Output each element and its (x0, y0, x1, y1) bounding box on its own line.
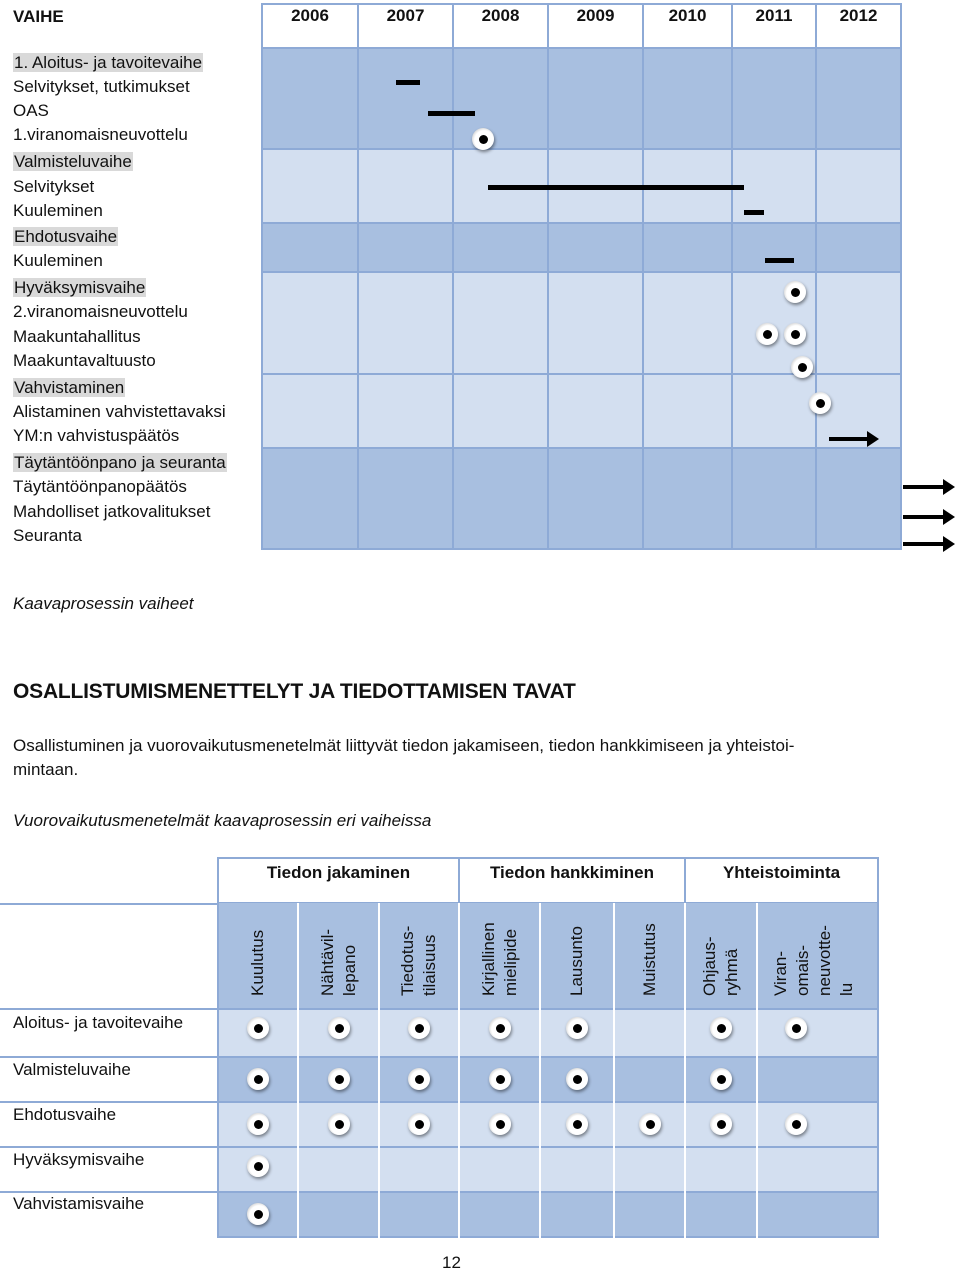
phase-row-label: Ehdotusvaihe (13, 1105, 117, 1124)
method-column-header: Lausunto (567, 926, 586, 996)
paragraph-line-1: Osallistuminen ja vuorovaikutusmenetelmät liittyvät tiedon jakamiseen, tiedon hankkimiseen ja yhteistoi- (13, 736, 795, 755)
method-column-header: omais- (793, 944, 812, 996)
section-heading: OSALLISTUMISMENETTELYT JA TIEDOTTAMISEN TAVAT (13, 680, 576, 703)
method-usage-dot (247, 1155, 269, 1177)
method-column-header: Viran- (771, 950, 790, 996)
phase-row-label: Aloitus- ja tavoitevaihe (13, 1013, 184, 1032)
year-2012: 2012 (839, 6, 878, 25)
task-label: OAS (13, 101, 49, 120)
phase-label: Vahvistaminen (14, 378, 125, 397)
milestone-dot (784, 281, 806, 303)
method-column-header: mielipide (500, 928, 520, 996)
year-2007: 2007 (386, 6, 425, 25)
arrow-right-icon (829, 437, 869, 441)
year-2011: 2011 (755, 6, 793, 25)
methods-table-caption: Vuorovaikutusmenetelmät kaavaprosessin eri vaiheissa (13, 811, 432, 830)
method-column-header: Nähtävil- (317, 928, 337, 996)
method-column-header: lu (837, 982, 856, 996)
phase-label: Valmisteluvaihe (14, 152, 132, 171)
method-usage-dot (408, 1017, 430, 1039)
phase-row-label: Valmisteluvaihe (13, 1060, 131, 1079)
task-label: Maakuntahallitus (13, 327, 141, 346)
milestone-dot (784, 323, 806, 345)
method-usage-dot (710, 1113, 732, 1135)
method-usage-dot (247, 1017, 269, 1039)
method-usage-dot (566, 1017, 588, 1039)
phase-label: Täytäntöönpano ja seuranta (14, 453, 226, 472)
phase-row-label: Vahvistamisvaihe (13, 1194, 145, 1213)
arrow-right-icon (903, 485, 945, 489)
method-usage-dot (566, 1068, 588, 1090)
method-column-header: Kuulutus (248, 929, 267, 996)
group-yhteistoiminta: Yhteistoiminta (722, 863, 841, 882)
method-usage-dot (489, 1068, 511, 1090)
phase-row-label: Hyväksymisvaihe (13, 1150, 145, 1169)
phase-label: Hyväksymisvaihe (14, 278, 146, 297)
method-usage-dot (408, 1068, 430, 1090)
method-usage-dot (639, 1113, 661, 1135)
phase-label: 1. Aloitus- ja tavoitevaihe (14, 53, 203, 72)
year-2006: 2006 (291, 6, 329, 25)
method-usage-dot (710, 1017, 732, 1039)
year-2009: 2009 (576, 6, 615, 25)
timeline-bar-kuuleminen (744, 210, 764, 215)
method-column-header: neuvotte- (815, 925, 834, 996)
task-label: Täytäntöönpanopäätös (13, 477, 187, 496)
method-column-header: Muistutus (639, 923, 659, 996)
method-usage-dot (328, 1113, 350, 1135)
method-usage-dot (710, 1068, 732, 1090)
milestone-dot (809, 392, 831, 414)
milestone-dot (472, 128, 494, 150)
arrow-right-icon (903, 542, 945, 546)
method-usage-dot (489, 1113, 511, 1135)
method-usage-dot (328, 1017, 350, 1039)
task-label: Mahdolliset jatkovalitukset (13, 502, 211, 521)
method-usage-dot (408, 1113, 430, 1135)
method-usage-dot (785, 1113, 807, 1135)
group-tiedon-hankkiminen: Tiedon hankkiminen (489, 863, 655, 882)
method-usage-dot (328, 1068, 350, 1090)
method-usage-dot (247, 1203, 269, 1225)
task-label: 1.viranomaisneuvottelu (13, 125, 188, 144)
task-label: Kuuleminen (13, 251, 103, 270)
method-usage-dot (247, 1068, 269, 1090)
method-usage-dot (489, 1017, 511, 1039)
method-column-header: Tiedotus- (398, 925, 417, 996)
task-label: Seuranta (13, 526, 82, 545)
task-label: Maakuntavaltuusto (13, 351, 156, 370)
method-column-header: Ohjaus- (700, 936, 719, 996)
arrow-right-icon (903, 515, 945, 519)
timeline-bar-oas (428, 111, 475, 116)
task-label: Selvitykset (13, 177, 95, 196)
method-usage-dot (785, 1017, 807, 1039)
page-number: 12 (442, 1253, 461, 1272)
task-label: Alistaminen vahvistettavaksi (13, 402, 226, 421)
milestone-dot (791, 356, 813, 378)
task-label: Selvitykset, tutkimukset (13, 77, 190, 96)
timeline-bar-ehdotus (765, 258, 794, 263)
method-column-header: tilaisuus (420, 934, 439, 996)
year-2010: 2010 (668, 6, 707, 25)
schedule-caption: Kaavaprosessin vaiheet (13, 594, 194, 613)
method-column-header: ryhmä (722, 948, 741, 996)
task-label: YM:n vahvistuspäätös (13, 426, 180, 445)
method-usage-dot (566, 1113, 588, 1135)
schedule-header-label: VAIHE (13, 7, 64, 26)
task-label: 2.viranomaisneuvottelu (13, 302, 188, 321)
year-2008: 2008 (481, 6, 520, 25)
milestone-dot (756, 323, 778, 345)
method-column-header: lepano (339, 944, 359, 996)
task-label: Kuuleminen (13, 201, 103, 220)
paragraph-line-2: mintaan. (13, 760, 79, 779)
method-column-header: Kirjallinen (478, 922, 498, 996)
phase-label: Ehdotusvaihe (14, 227, 118, 246)
timeline-bar-selvitykset (396, 80, 420, 85)
method-usage-dot (247, 1113, 269, 1135)
group-tiedon-jakaminen: Tiedon jakaminen (266, 863, 411, 882)
timeline-bar-valmistelu (488, 185, 744, 190)
